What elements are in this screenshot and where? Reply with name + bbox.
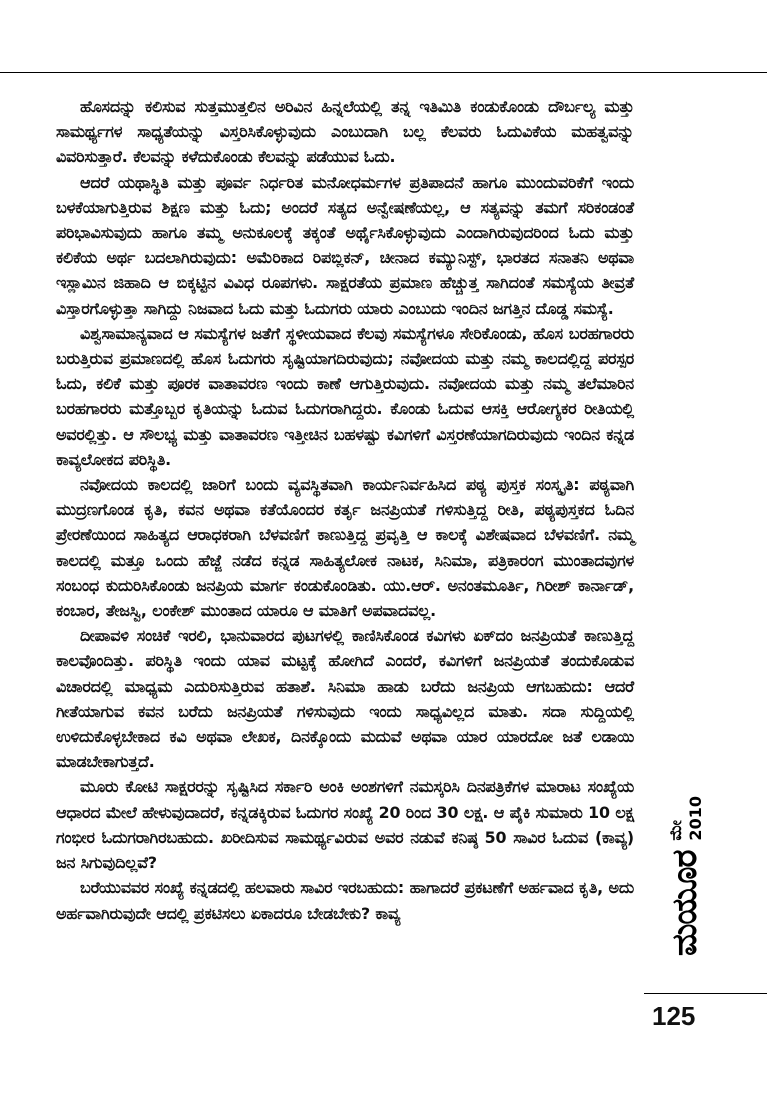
paragraph-3: ವಿಶ್ವಸಾಮಾನ್ಯವಾದ ಆ ಸಮಸ್ಯೆಗಳ ಜತೆಗೆ ಸ್ಥಳೀಯವಾದ ಕೆಲವು ಸಮಸ್ಯೆಗಳೂ ಸೇರಿಕೊಂಡು, ಹೊಸ ಬರಹಗಾರರು ಬರುತ್ತಿರುವ ಪ್ರಮಾಣದಲ್ಲಿ ಹೊಸ ಓದುಗರು ಸೃಷ್ಟಿಯಾಗದಿರುವುದು; ನವೋದಯ ಮತ್ತು ನಮ್ಮ ಕಾಲದಲ್ಲಿದ್ದ ಪರಸ್ಪರ ಓದು, ಕಲಿಕೆ ಮತ್ತು ಪೂರಕ ವಾತಾವರಣ ಇಂದು ಕಾಣೆ ಆಗುತ್ತಿರುವುದು. ನವೋದಯ ಮತ್ತು ನಮ್ಮ ತಲೆಮಾರಿನ ಬರಹಗಾರರು ಮತ್ತೊಬ್ಬರ ಕೃತಿಯನ್ನು ಓದುವ ಓದುಗರಾಗಿದ್ದರು. ಕೊಂಡು ಓದುವ ಆಸಕ್ತಿ ಆರೋಗ್ಯಕರ ರೀತಿಯಲ್ಲಿ ಅವರಲ್ಲಿತ್ತು. ಆ ಸೌಲಭ್ಯ ಮತ್ತು ವಾತಾವರಣ ಇತ್ತೀಚಿನ ಬಹಳಷ್ಟು ಕವಿಗಳಿಗೆ ವಿಸ್ತರಣೆಯಾಗದಿರುವುದು ಇಂದಿನ ಕನ್ನಡ ಕಾವ್ಯಲೋಕದ ಪರಿಸ್ಥಿತಿ. [56, 323, 634, 469]
paragraph-1: ಹೊಸದನ್ನು ಕಲಿಸುವ ಸುತ್ತಮುತ್ತಲಿನ ಅರಿವಿನ ಹಿನ್ನಲೆಯಲ್ಲಿ ತನ್ನ ಇತಿಮಿತಿ ಕಂಡುಕೊಂಡು ದೌರ್ಬಲ್ಯ ಮತ್ತು ಸಾಮರ್ಥ್ಯಗಳ ಸಾಧ್ಯತೆಯನ್ನು ವಿಸ್ತರಿಸಿಕೊಳ್ಳುವುದು ಎಂಬುದಾಗಿ ಬಲ್ಲ ಕೆಲವರು ಓದುವಿಕೆಯ ಮಹತ್ವವನ್ನು ವಿವರಿಸುತ್ತಾರೆ. ಕೆಲವನ್ನು ಕಳೆದುಕೊಂಡು ಕೆಲವನ್ನು ಪಡೆಯುವ ಓದು. [56, 97, 634, 167]
page-number: 125 [652, 1001, 696, 1031]
magazine-masthead [645, 776, 745, 956]
article-body [56, 94, 634, 926]
paragraph-6: ಮೂರು ಕೋಟಿ ಸಾಕ್ಷರರನ್ನು ಸೃಷ್ಟಿಸಿದ ಸರ್ಕಾರಿ ಅಂಕಿ ಅಂಶಗಳಿಗೆ ನಮಸ್ಕರಿಸಿ ದಿನಪತ್ರಿಕೆಗಳ ಮಾರಾಟ ಸಂಖ್ಯೆಯ ಆಧಾರದ ಮೇಲೆ ಹೇಳುವುದಾದರೆ, ಕನ್ನಡಕ್ಕಿರುವ ಓದುಗರ ಸಂಖ್ಯೆ 20 ರಿಂದ 30 ಲಕ್ಷ. ಆ ಪೈಕಿ ಸುಮಾರು 10 ಲಕ್ಷ ಗಂಭೀರ ಓದುಗರಾಗಿರಬಹುದು. ಖರೀದಿಸುವ ಸಾಮರ್ಥ್ಯವಿರುವ ಅವರ ನಡುವೆ ಕನಿಷ್ಠ 50 ಸಾವಿರ ಓದುವ (ಕಾವ್ಯ) ಜನ ಸಿಗುವುದಿಲ್ಲವೆ? [56, 777, 634, 873]
top-rule [0, 72, 767, 73]
issue-date: ಮೇ 2010 [665, 796, 705, 841]
magazine-logo: ಮಯೂರ [665, 850, 705, 956]
paragraph-2: ಆದರೆ ಯಥಾಸ್ಥಿತಿ ಮತ್ತು ಪೂರ್ವ ನಿರ್ಧರಿತ ಮನೋಧರ್ಮಗಳ ಪ್ರತಿಪಾದನೆ ಹಾಗೂ ಮುಂದುವರಿಕೆಗೆ ಇಂದು ಬಳಕೆಯಾಗುತ್ತಿರುವ ಶಿಕ್ಷಣ ಮತ್ತು ಓದು; ಅಂದರೆ ಸತ್ಯದ ಅನ್ವೇಷಣೆಯಲ್ಲ, ಆ ಸತ್ಯವನ್ನು ತಮಗೆ ಸರಿಕಂಡಂತೆ ಪರಿಭಾವಿಸುವುದು ಹಾಗೂ ತಮ್ಮ ಅನುಕೂಲಕ್ಕೆ ತಕ್ಕಂತೆ ಅರ್ಥೈಸಿಕೊಳ್ಳುವುದು ಎಂದಾಗಿರುವುದರಿಂದ ಓದು ಮತ್ತು ಕಲಿಕೆಯ ಅರ್ಥ ಬದಲಾಗಿರುವುದು: ಅಮೆರಿಕಾದ ರಿಪಬ್ಲಿಕನ್, ಚೀನಾದ ಕಮ್ಯುನಿಸ್ಟ್, ಭಾರತದ ಸನಾತನಿ ಅಥವಾ ಇಸ್ಲಾಮಿನ ಜಿಹಾದಿ ಆ ಬಿಕ್ಕಟ್ಟಿನ ವಿವಿಧ ರೂಪಗಳು. ಸಾಕ್ಷರತೆಯ ಪ್ರಮಾಣ ಹೆಚ್ಚುತ್ತ ಸಾಗಿದಂತೆ ಸಮಸ್ಯೆಯ ತೀವ್ರತೆ ವಿಸ್ತಾರಗೊಳ್ಳುತ್ತಾ ಸಾಗಿದ್ದು ನಿಜವಾದ ಓದು ಮತ್ತು ಓದುಗರು ಯಾರು ಎಂಬುದು ಇಂದಿನ ಜಗತ್ತಿನ ದೊಡ್ಡ ಸಮಸ್ಯೆ. [56, 172, 634, 318]
paragraph-4: ನವೋದಯ ಕಾಲದಲ್ಲಿ ಜಾರಿಗೆ ಬಂದು ವ್ಯವಸ್ಥಿತವಾಗಿ ಕಾರ್ಯನಿರ್ವಹಿಸಿದ ಪಠ್ಯ ಪುಸ್ತಕ ಸಂಸ್ಕೃತಿ: ಪಠ್ಯವಾಗಿ ಮುದ್ರಣಗೊಂಡ ಕೃತಿ, ಕವನ ಅಥವಾ ಕತೆಯೊಂದರ ಕರ್ತೃ ಜನಪ್ರಿಯತೆ ಗಳಿಸುತ್ತಿದ್ದ ರೀತಿ, ಪಠ್ಯಪುಸ್ತಕದ ಓದಿನ ಪ್ರೇರಣೆಯಿಂದ ಸಾಹಿತ್ಯದ ಆರಾಧಕರಾಗಿ ಬೆಳವಣಿಗೆ ಕಾಣುತ್ತಿದ್ದ ಪ್ರವೃತ್ತಿ ಆ ಕಾಲಕ್ಕೆ ವಿಶೇಷವಾದ ಬೆಳವಣಿಗೆ. ನಮ್ಮ ಕಾಲದಲ್ಲಿ ಮತ್ತೂ ಒಂದು ಹೆಜ್ಜೆ ನಡೆದ ಕನ್ನಡ ಸಾಹಿತ್ಯಲೋಕ ನಾಟಕ, ಸಿನಿಮಾ, ಪತ್ರಿಕಾರಂಗ ಮುಂತಾದವುಗಳ ಸಂಬಂಧ ಕುದುರಿಸಿಕೊಂಡು ಜನಪ್ರಿಯ ಮಾರ್ಗ ಕಂಡುಕೊಂಡಿತು. ಯು.ಆರ್. ಅನಂತಮೂರ್ತಿ, ಗಿರೀಶ್ ಕಾರ್ನಾಡ್, ಕಂಬಾರ, ತೇಜಸ್ವಿ, ಲಂಕೇಶ್ ಮುಂತಾದ ಯಾರೂ ಆ ಮಾತಿಗೆ ಅಪವಾದವಲ್ಲ. [56, 475, 634, 621]
paragraph-5: ದೀಪಾವಳಿ ಸಂಚಿಕೆ ಇರಲಿ, ಭಾನುವಾರದ ಪುಟಗಳಲ್ಲಿ ಕಾಣಿಸಿಕೊಂಡ ಕವಿಗಳು ಏಕ್‌ದಂ ಜನಪ್ರಿಯತೆ ಕಾಣುತ್ತಿದ್ದ ಕಾಲವೊಂದಿತ್ತು. ಪರಿಸ್ಥಿತಿ ಇಂದು ಯಾವ ಮಟ್ಟಕ್ಕೆ ಹೋಗಿದೆ ಎಂದರೆ, ಕವಿಗಳಿಗೆ ಜನಪ್ರಿಯತೆ ತಂದುಕೊಡುವ ವಿಚಾರದಲ್ಲಿ ಮಾಧ್ಯಮ ಎದುರಿಸುತ್ತಿರುವ ಹತಾಶೆ. ಸಿನಿಮಾ ಹಾಡು ಬರೆದು ಜನಪ್ರಿಯ ಆಗಬಹುದು: ಆದರೆ ಗೀತೆಯಾಗುವ ಕವನ ಬರೆದು ಜನಪ್ರಿಯತೆ ಗಳಿಸುವುದು ಇಂದು ಸಾಧ್ಯವಿಲ್ಲದ ಮಾತು. ಸದಾ ಸುದ್ದಿಯಲ್ಲಿ ಉಳಿದುಕೊಳ್ಳಬೇಕಾದ ಕವಿ ಅಥವಾ ಲೇಖಕ, ದಿನಕ್ಕೊಂದು ಮದುವೆ ಅಥವಾ ಯಾರ ಯಾರದೋ ಜತೆ ಲಡಾಯಿ ಮಾಡಬೇಕಾಗುತ್ತದೆ. [56, 626, 634, 772]
footer-rule [644, 993, 767, 994]
paragraph-7: ಬರೆಯುವವರ ಸಂಖ್ಯೆ ಕನ್ನಡದಲ್ಲಿ ಹಲವಾರು ಸಾವಿರ ಇರಬಹುದು: ಹಾಗಾದರೆ ಪ್ರಕಟಣೆಗೆ ಅರ್ಹವಾದ ಕೃತಿ, ಅದು ಅರ್ಹವಾಗಿರುವುದೇ ಆದಲ್ಲಿ ಪ್ರಕಟಿಸಲು ಏಕಾದರೂ ಬೇಡಬೇಕು? ಕಾವ್ಯ [56, 878, 634, 923]
